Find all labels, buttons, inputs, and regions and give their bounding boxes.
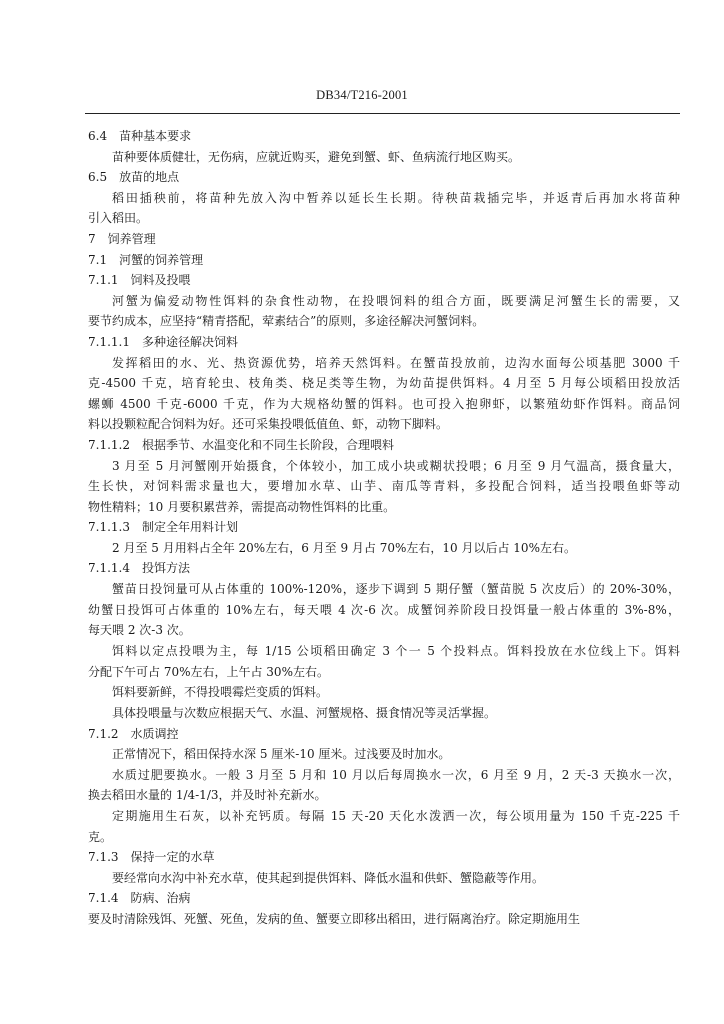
section-heading-7-1-1-4: 7.1.1.4 投饵方法	[88, 561, 190, 576]
paragraph-line: 定期施用生石灰，以补充钙质。每隔 15 天-20 天化水泼洒一次，每公顷用量为 150 千克-225 千	[112, 809, 680, 823]
section-heading-7-1-1-2: 7.1.1.2 根据季节、水温变化和不同生长阶段，合理喂料	[88, 437, 394, 452]
section-heading-6-5: 6.5 放苗的地点	[88, 170, 180, 185]
document-header-id: DB34/T216-2001	[316, 88, 408, 102]
paragraph-line: 分配下午可占 70%左右，上午占 30%左右。	[88, 664, 329, 679]
paragraph-line: 具体投喂量与次数应根据天气、水温、河蟹规格、摄食情况等灵活掌握。	[112, 706, 497, 721]
section-heading-7-1-1: 7.1.1 饲料及投喂	[88, 273, 191, 288]
document-body	[88, 126, 680, 930]
section-heading-7-1-2: 7.1.2 水质调控	[88, 726, 179, 741]
paragraph-line: 正常情况下，稻田保持水深 5 厘米-10 厘米。过浅要及时加水。	[112, 747, 451, 762]
section-heading-6-4: 6.4 苗种基本要求	[88, 129, 192, 143]
paragraph-line: 生长快，对饲料需求量也大，要增加水草、山芋、南瓜等青料，多投配合饲料，适当投喂鱼虾等动	[88, 479, 680, 494]
paragraph-line: 每天喂 2 次-3 次。	[88, 623, 191, 638]
paragraph-line: 克-4500 千克，培育轮虫、枝角类、桡足类等生物，为幼苗提供饵料。4 月至 5 月每公顷稻田投放活	[88, 376, 680, 391]
paragraph-line: 螺蛳 4500 千克-6000 千克，作为大规格幼蟹的饵料。也可投入抱卵虾，以繁殖幼虾作饵料。商品饲	[88, 396, 680, 411]
paragraph-line: 苗种要体质健壮，无伤病，应就近购买，避免到蟹、虾、鱼病流行地区购买。	[112, 149, 521, 164]
section-heading-7: 7 饲养管理	[88, 231, 156, 246]
paragraph-line: 河蟹为偏爱动物性饵料的杂食性动物，在投喂饲料的组合方面，既要满足河蟹生长的需要，又	[112, 293, 680, 308]
paragraph-line: 发挥稻田的水、光、热资源优势，培养天然饵料。在蟹苗投放前，边沟水面每公顷基肥 3000 千	[112, 355, 680, 370]
paragraph-line: 蟹苗日投饲量可从占体重的 100%-120%，逐步下调到 5 期仔蟹（蟹苗脱 5 次皮后）的 20%-30%，	[112, 582, 680, 597]
section-heading-7-1-1-1: 7.1.1.1 多种途径解决饲料	[88, 334, 238, 349]
paragraph-line: 要经常向水沟中补充水草，使其起到提供饵料、降低水温和供虾、蟹隐蔽等作用。	[112, 870, 545, 885]
paragraph-line: 稻田插秧前，将苗种先放入沟中暂养以延长生长期。待秧苗栽插完毕，并返青后再加水将苗种	[112, 190, 680, 205]
paragraph-line: 料以投颗粒配合饲料为好。还可采集投喂低值鱼、虾，动物下脚料。	[88, 417, 449, 432]
section-heading-7-1-1-3: 7.1.1.3 制定全年用料计划	[88, 520, 238, 535]
paragraph-line: 水质过肥要换水。一般 3 月至 5 月和 10 月以后每周换水一次，6 月至 9 月，2 天-3 天换水一次，	[112, 767, 680, 782]
header-rule	[85, 113, 680, 114]
paragraph-line: 换去稻田水量的 1/4-1/3，并及时补充新水。	[88, 788, 327, 803]
paragraph-line: 引入稻田。	[88, 211, 149, 226]
paragraph-line: 幼蟹日投饵可占体重的 10%左右，每天喂 4 次-6 次。成蟹饲养阶段日投饵量一般占体重的 3%-8%，	[88, 602, 680, 617]
paragraph-line: 要及时清除残饵、死蟹、死鱼，发病的鱼、蟹要立即移出稻田，进行隔离治疗。除定期施用生	[88, 911, 581, 926]
paragraph-line: 饵料以定点投喂为主，每 1/15 公顷稻田确定 3 个一 5 个投料点。饵料投放在水位线上下。饵料	[112, 643, 680, 658]
paragraph-line: 3 月至 5 月河蟹刚开始摄食，个体较小，加工成小块或糊状投喂；6 月至 9 月气温高，摄食量大，	[112, 458, 680, 473]
paragraph-line: 2 月至 5 月用料占全年 20%左右，6 月至 9 月占 70%左右，10 月以后占 10%左右。	[112, 540, 576, 555]
section-heading-7-1-3: 7.1.3 保持一定的水草	[88, 850, 215, 865]
paragraph-line: 饵料要新鲜，不得投喂霉烂变质的饵料。	[112, 685, 329, 700]
section-heading-7-1: 7.1 河蟹的饲养管理	[88, 252, 204, 267]
paragraph-line: 克。	[88, 829, 113, 844]
section-heading-7-1-4: 7.1.4 防病、治病	[88, 891, 191, 906]
paragraph-line: 物性精料；10 月要积累营养，需提高动物性饵料的比重。	[88, 499, 396, 514]
paragraph-line: 要节约成本，应坚持“精青搭配，荤素结合”的原则，多途径解决河蟹饲料。	[88, 314, 485, 329]
